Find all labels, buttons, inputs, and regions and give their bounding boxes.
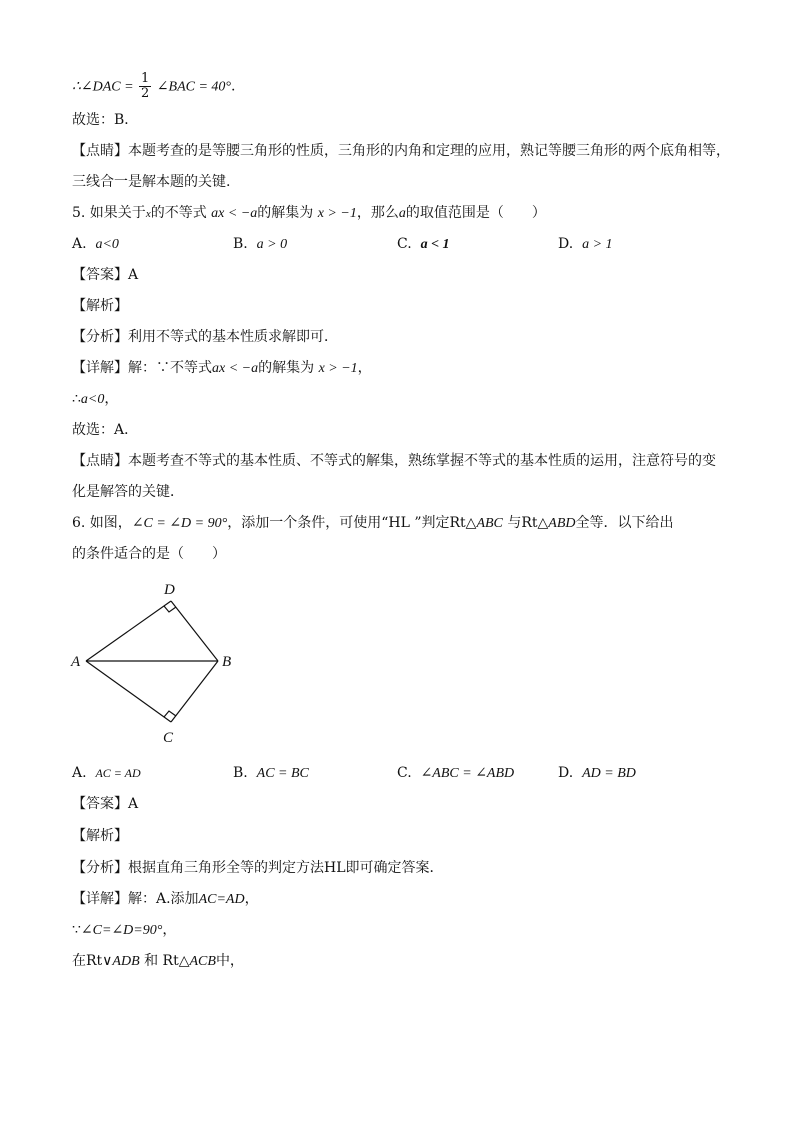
q6-in-acb: ACB [189,954,216,969]
q6-detail-math: AC=AD [198,892,245,907]
q6-option-d-math: AD = BD [582,766,636,781]
q5-analysis: 【分析】利用不等式的基本性质求解即可． [72,329,338,345]
q5-option-d-math: a > 1 [582,237,613,252]
q5-stem-var-x: x [145,208,151,220]
q5-answer: 【答案】A [72,267,139,283]
segment-cb [171,661,218,722]
q5-therefore-math: a<0 [80,392,105,407]
q5-detail-c: ， [357,360,372,376]
q6-answer: 【答案】A [72,796,139,812]
q6-in-triangles [72,951,244,972]
q6-detail [72,889,259,910]
q6-option-a-math: AC = AD [95,766,141,780]
q6-in-adb: ADB [112,954,140,969]
q5-option-c-letter: C. [397,236,412,252]
q6-in-rt-1: Rt∨ [86,953,113,969]
q5-detail [72,358,372,379]
q6-option-a-letter: A. [72,765,87,781]
q6-because-symbol: ∵ [72,922,81,938]
q5-therefore-end: ， [104,391,119,407]
vertex-label-d: D [164,582,175,598]
prev-comment-line-2: 三线合一是解本题的关键. [72,174,231,190]
q5-option-a [72,234,119,255]
q6-in-rt-2: Rt△ [162,953,190,969]
q5-comment-line-2: 化是解答的关键． [72,484,184,500]
q6-option-d-letter: D. [558,765,574,781]
q6-option-b-letter: B. [233,765,248,781]
vertex-label-c: C [163,730,174,746]
q6-stem-a: 6. 如图， [72,515,132,531]
q6-option-a [72,763,141,783]
q6-geometry-figure [66,574,246,750]
q5-stem-inequality: ax < −a [211,206,258,221]
q5-therefore-symbol: ∴ [72,391,81,407]
q6-because [72,920,176,941]
q5-detail-solution: x > −1 [318,361,358,376]
q6-because-math: ∠C=∠D=90° [80,923,163,938]
fraction-numerator: 1 [141,71,150,86]
q5-comment-line-1: 【点睛】本题考查不等式的基本性质、不等式的解集，熟练掌握不等式的基本性质的运用，注意符号的变 [72,453,716,469]
q6-detail-a: 【详解】解：A.添加 [72,891,199,907]
q6-option-c-letter: C. [397,765,412,781]
q5-option-d-letter: D. [558,236,574,252]
right-angle-mark-c [164,711,176,717]
q6-option-b [233,763,309,784]
vertex-label-a: A [71,654,81,670]
fraction-denominator: 2 [141,86,150,101]
q5-analysis-head: 【解析】 [72,298,128,314]
segment-db [171,601,218,661]
q6-stem-rt-2: Rt△ [521,515,549,531]
segment-ac [86,661,171,722]
q5-stem-b: 的不等式 [150,205,207,221]
q5-option-a-math: a<0 [95,237,119,252]
q6-stem-line-2: 的条件适合的是（ ） [72,546,226,562]
q6-stem-angles: ∠C = ∠D = 90° [131,516,228,531]
q6-in-b: 和 [144,953,159,969]
q6-in-c: 中， [215,953,244,969]
q6-detail-b: ， [244,891,259,907]
q5-choice: 故选：A． [72,422,139,438]
segment-ad [86,601,171,661]
q6-stem-abc: ABC [476,516,503,531]
q5-detail-b: 的解集为 [258,360,315,376]
q6-option-b-math: AC = BC [256,766,309,781]
q6-stem-line-1 [72,513,674,534]
q5-option-c [397,234,450,255]
q6-option-d [558,763,636,784]
q6-option-c-math: ∠ABC = ∠ABD [420,766,515,781]
q5-stem-d: ，那么 [356,205,399,221]
q6-in-a: 在 [72,953,86,969]
q6-analysis: 【分析】根据直角三角形全等的判定方法HL即可确定答案． [72,860,444,876]
q5-option-d [558,234,613,255]
prev-comment-line-1: 【点睛】本题考查的是等腰三角形的性质，三角形的内角和定理的应用，熟记等腰三角形的两个底角相等， [72,143,730,159]
dac-equation-suffix: ∠BAC = 40° [156,79,231,95]
q6-stem-d: 全等．以下给出 [575,515,674,531]
q5-detail-inequality: ax < −a [212,361,259,376]
therefore-dac-line [72,72,235,101]
q5-therefore [72,389,118,410]
q5-detail-a: 【详解】解：∵不等式 [72,360,212,376]
q5-stem-a: 5. 如果关于 [72,205,146,221]
prev-choice: 故选：B． [72,112,139,128]
q6-because-end: ， [162,922,177,938]
q5-stem-var-a: a [398,206,406,221]
vertex-label-b: B [222,654,232,670]
dac-equation-prefix: ∴∠DAC = [72,79,134,95]
one-half-fraction [139,72,151,101]
q6-stem-b: ，添加一个条件，可使用“HL ”判定 [227,515,450,531]
q6-stem-abd: ABD [548,516,576,531]
q6-stem-c: 与 [502,515,522,531]
q5-stem [72,203,546,224]
q5-stem-c: 的解集为 [257,205,314,221]
q5-option-c-math: a < 1 [420,237,450,252]
q5-option-b-math: a > 0 [256,237,288,252]
q6-stem-rt-1: Rt△ [449,515,477,531]
q6-analysis-head: 【解析】 [72,828,128,844]
dac-equation-end: . [231,78,236,95]
q6-option-c [397,763,514,784]
q5-stem-solution: x > −1 [317,206,357,221]
q5-option-a-letter: A. [72,236,87,252]
q5-option-b [233,234,287,255]
q5-option-b-letter: B. [233,236,248,252]
q5-stem-e: 的取值范围是（ ） [405,205,546,221]
right-angle-mark-d [164,606,176,612]
